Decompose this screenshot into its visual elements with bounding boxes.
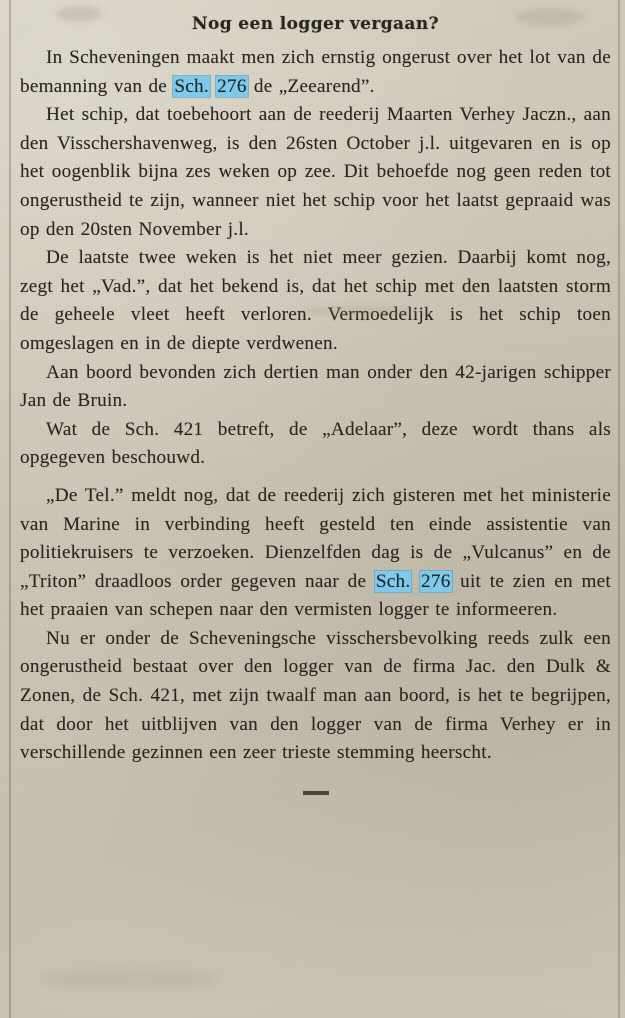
paragraph-text: De laatste twee weken is het niet meer gezien. Daarbij komt nog, zegt het „Vad.”, dat het bekend is, dat het schip met den laatsten storm de geheele vleet heeft verloren. Vermoedelijk is het schip toen omgeslagen en in de diepte verdwenen. [20,247,611,354]
highlighted-term[interactable]: Sch. [375,570,411,592]
paragraph-text: „De Tel.” meldt nog, dat de reederij zich gisteren met het ministerie van Marine in verbinding heeft gesteld ten einde assistentie van politiekruisers te verzoeken. Dienzelfden dag is de „Vulcanus” en de „Triton” draadloos order gegeven naar de [20,484,611,592]
article-body [20,14,611,800]
highlighted-term[interactable]: Sch. [174,75,209,97]
paragraph-text: Nu er onder de Scheveningsche visschersbevolking reeds zulk een ongerustheid bestaat over den logger van de firma Jac. den Dulk & Zonen, de Sch. 421, met zijn twaalf man aan boord, is het te begrijpen, dat door het uitblijven van den logger van de firma Verhey er in verschillende gezinnen een zeer trieste stemming heerscht. [20,627,611,764]
article-paragraph [20,416,611,473]
paragraph-text: uit te zien en met het praaien van schepen naar den vermisten logger te informeeren. [20,570,611,621]
paragraph-text: de „Zeearend”. [247,75,375,97]
paragraph-text: Het schip, dat toebehoort aan de reederij Maarten Verhey Jaczn., aan den Visschershavenweg, is den 26sten October j.l. uitgevaren en is op het oogenblik bijna zes weken op zee. Dit behoefde nog geen reden tot ongerustheid te zijn, wanneer niet het schip voor het laatst gepraaid was op den 20sten November j.l. [20,104,611,240]
article-paragraph [20,359,611,416]
article-headline: Nog een logger vergaan? [192,14,439,34]
highlighted-term[interactable]: 276 [421,570,451,592]
article-end-mark [20,782,611,800]
paragraph-text: In Scheveningen maakt men zich ernstig ongerust over het lot van de bemanning van de [20,47,611,97]
article-paragraph [20,101,611,244]
scan-smudge [40,968,220,990]
highlighted-term[interactable]: 276 [217,75,247,97]
column-rule-right [618,0,620,1018]
paragraph-text: Aan boord bevonden zich dertien man onder den 42-jarigen schipper Jan de Bruin. [20,361,611,412]
paragraph-text [411,571,420,592]
article-paragraph [20,482,611,625]
paragraph-text: Wat de Sch. 421 betreft, de „Adelaar”, deze wordt thans als opgegeven beschouwd. [20,418,611,469]
article-paragraph [20,244,611,358]
article-paragraph-list [20,44,611,768]
article-paragraph [20,625,611,768]
column-rule-left [9,0,11,1018]
article-paragraph [20,44,611,101]
paragraph-gap [20,473,611,482]
